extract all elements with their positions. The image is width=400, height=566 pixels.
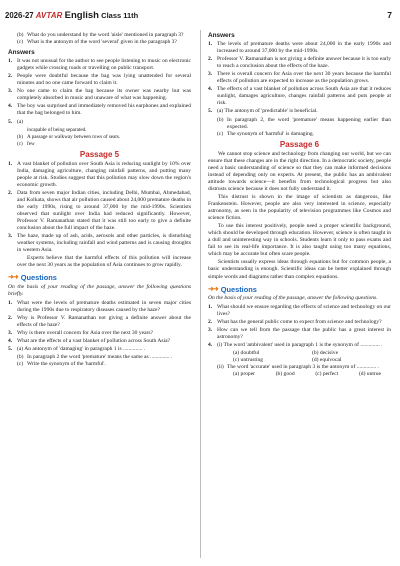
answer-item: 2. People were doubtful because the bag was lying unattended for several minutes and no one came forward to claim it. [8,73,191,87]
question-item: 3. How can we tell from the passage that the public has a great interest in astronomy? [208,326,391,340]
answer-item: 1. It was not unusual for the author to see people listening to music on electronic gadgets while crossing roads or travelling on public transport. [8,58,191,72]
passage-paragraph: This distrust is shown in the image of scientists as dangerous, like Frankenstein. However, people are also very interested in science, especially astronomy, as seen in the popularity of television programmes like Cosmos and science fiction. [208,193,391,222]
question-item: 1. What were the levels of premature deaths estimated in seven major cities during the 1990s due to respiratory diseases caused by the haze? [8,299,191,313]
question-item: 3. Why is there overall concern for Asia over the next 30 years? [8,329,153,336]
question-item: 2. What has the general public come to expect from science and technology? [208,318,382,325]
left-column [8,32,191,368]
options-list [233,371,381,378]
option: (d) equivocal [312,356,342,363]
question-item: 4. (i) The word 'ambivalent' used in paragraph 1 is the synonym of .............. . [208,341,383,348]
answers-heading: Answers [208,32,235,39]
right-column [208,32,391,378]
passage-paragraph: 1. A vast blanket of pollution over South Asia is reducing sunlight by 10% over India, damaging agriculture, changing rainfall patterns, and putting many people at risk. Studies suggest that this pollution may slow down the region's economic growth. [8,160,191,188]
answer-item: 3. There is overall concern for Asia over the next 30 years because the harmful effects of pollution are expected to increase as the population grows. [208,71,391,85]
option: (a) proper [233,371,256,378]
answers-heading: Answers [8,49,35,57]
answer-item: 5. (a) [8,118,24,125]
option: (b) decisive [312,349,339,356]
answer-subpart: (c) few [17,140,35,147]
answer-item: 4. The boy was surprised and immediately removed his earphones and explained that the bag belonged to him. [8,103,191,117]
question-subpart: (b) What do you understand by the word 'aisle' mentioned in paragraph 3? [17,32,184,38]
answer-item: 1. The levels of premature deaths were about 24,000 in the early 1990s and increased to around 37,000 by the mid-1990s. [208,41,391,55]
passage-paragraph: Scientists usually express ideas through equations but for common people, a basic understanding is enough. Scientific ideas can be better explained through simple words and diagrams rather than complex equations. [208,259,391,280]
passage-paragraph: To use this interest positively, people need a proper scientific background, which should be developed through education. However, science is often taught in a dull and uninteresting way in schools. Students learn it only to pass exams and fail to see its real-life importance. It is also taught using too many equations, which may be accurate but often scare people. [208,223,391,258]
question-item: 4. What are the effects of a vast blanket of pollution across South Asia? [8,337,171,344]
brand-logo: AVTAR [35,11,63,20]
answer-item: 4. The effects of a vast blanket of pollution across South Asia are that it reduces sunlight, damages agriculture, changes rainfall patterns and puts people at risk. [208,86,391,107]
passage-paragraph: Experts believe that the harmful effects of this pollution will increase over the next 30 years as the population of Asia continues to grow rapidly. [17,255,191,269]
subject-label: English [64,10,99,21]
arrow-icon: ➜➜ [8,274,18,282]
option: (b) good [275,371,295,378]
answer-subpart: (b) A passage or walkway between rows of seats. [17,133,121,140]
instruction-text: On the basis of your reading of the passage, answer the following questions briefly. [8,283,191,297]
class-label: Class 11th [101,11,139,20]
passage-6-title: Passage 6 [279,139,320,149]
instruction-text: On the basis of your reading of the passage, answer the following questions. [208,294,378,301]
passage-paragraph: 2. Data from seven major Indian cities, including Delhi, Mumbai, Ahmedabad, and Kolkata, shows that air pollution caused about 24,000 premature deaths in the early 1990s, rising to around 37,000 by the mid-1990s. Scientists observed that sunlight over India had reduced significantly. However, Professor V. Ramanathan stated that it was still too early to give a definite conclusion about the full impact of the haze. [8,189,191,232]
option: (c) untrusting [233,356,264,363]
answer-subpart: incapable of being separated. [27,126,87,133]
question-subpart: (b) In paragraph 2 the word 'premature' means the same as .............. . [17,353,173,360]
arrow-icon: ➜➜ [208,285,218,293]
passage-paragraph: We cannot stop science and technology from changing our world, but we can ensure that these changes are in the right direction. In a democratic society, people need a basic understanding of science so that they can make informed decisions instead of depending only on experts. At present, the public has an ambivalent attitude towards science—it benefits from technological progress but also distrusts science because it does not fully understand it. [208,150,391,192]
option: (a) doubtful [233,349,260,356]
question-item: 5. (a) An antonym of 'damaging' in paragraph 1 is .............. . [8,345,146,352]
answer-item: 2. Professor V. Ramanathan is not giving a definite answer because it is too early to reach a conclusion about the effects of the haze. [208,56,391,70]
questions-heading: ➜➜ Questions [208,284,257,294]
answer-subpart: (b) In paragraph 2, the word 'premature' means happening earlier than expected. [217,116,391,130]
questions-heading: ➜➜ Questions [8,273,57,283]
question-subpart: (c) What is the antonym of the word 'several' given in the paragraph 3? [17,39,177,46]
answer-item: 5. (a) The antonym of 'predictable' is beneficial. [208,108,318,115]
question-subpart: (c) Write the synonym of the 'harmful'. [17,360,106,367]
question-subpart: (ii) The word 'accurate' used in paragraph 3 is the antonym of .............. . [217,364,379,371]
option: (c) perfect [315,371,339,378]
option: (d) untrue [358,371,381,378]
passage-paragraph: 3. The haze, made up of ash, acids, aerosols and other particles, is disturbing weather systems, including rainfall and wind patterns and is causing droughts in western Asia. [8,233,191,254]
question-item: 2. Why is Professor V. Ramanathan not giving a definite answer about the effects of the haze? [8,314,191,328]
header-title [5,10,138,21]
options-list [233,350,391,364]
page-number: 7 [387,10,392,20]
passage-5-title: Passage 5 [79,149,120,159]
answer-item: 3. No one came to claim the bag because its owner was nearby but was completely absorbed in music and unaware of what was happening. [8,88,191,102]
year-label: 2026-27 [5,11,34,20]
column-divider [200,30,201,558]
page-header [0,0,400,24]
answer-subpart: (c) The synonym of 'harmful' is damaging. [217,130,315,137]
question-item: 1. What should we ensure regarding the effects of science and technology on our lives? [208,303,391,317]
